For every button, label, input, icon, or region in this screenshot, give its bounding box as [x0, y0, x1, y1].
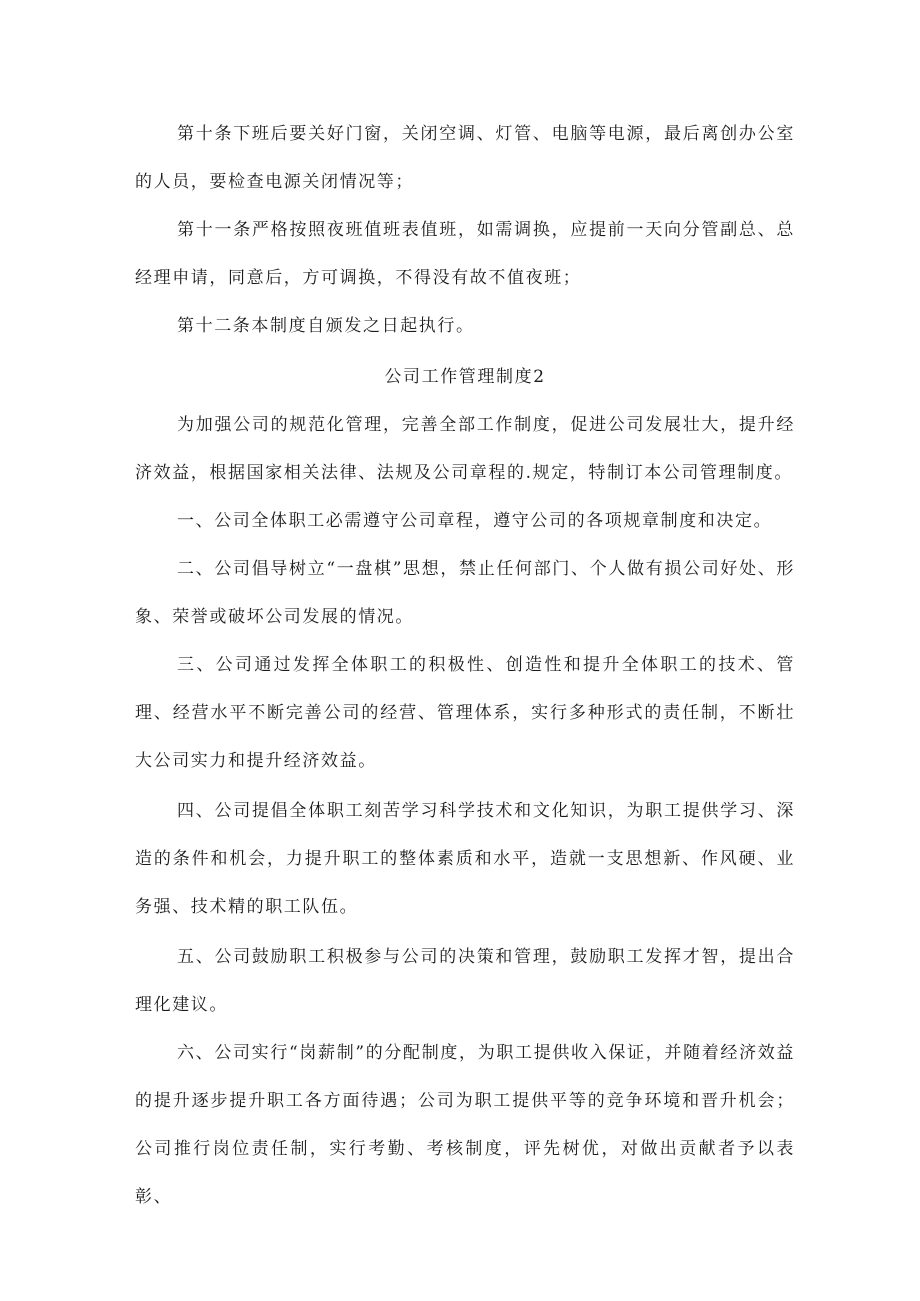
paragraph-intro: 为加强公司的规范化管理，完善全部工作制度，促进公司发展壮大，提升经济效益，根据国家相关法律、法规及公司章程的.规定，特制订本公司管理制度。 [135, 415, 795, 483]
paragraph-article-10: 第十条下班后要关好门窗，关闭空调、灯管、电脑等电源，最后离创办公室的人员，要检查电源关闭情况等； [135, 124, 795, 192]
section-title: 公司工作管理制度2 [384, 367, 546, 387]
paragraph-item-3: 三、公司通过发挥全体职工的积极性、创造性和提升全体职工的技术、管理、经营水平不断完善公司的经营、管理体系，实行多种形式的责任制，不断壮大公司实力和提升经济效益。 [135, 655, 795, 771]
paragraph-article-11: 第十一条严格按照夜班值班表值班，如需调换，应提前一天向分管副总、总经理申请，同意后，方可调换，不得没有故不值夜班； [135, 220, 795, 288]
paragraph-item-1: 一、公司全体职工必需遵守公司章程，遵守公司的各项规章制度和决定。 [177, 511, 773, 531]
paragraph-item-4: 四、公司提倡全体职工刻苦学习科学技术和文化知识，为职工提供学习、深造的条件和机会，力提升职工的整体素质和水平，造就一支思想新、作风硬、业务强、技术精的职工队伍。 [135, 801, 795, 917]
paragraph-item-6: 六、公司实行“岗薪制”的分配制度，为职工提供收入保证，并随着经济效益的提升逐步提升职工各方面待遇；公司为职工提供平等的竞争环境和晋升机会；公司推行岗位责任制，实行考勤、考核制度，评先树优，对做出贡献者予以表彰、 [135, 1043, 795, 1207]
paragraph-article-12: 第十二条本制度自颁发之日起执行。 [177, 316, 475, 336]
paragraph-item-2: 二、公司倡导树立“一盘棋”思想，禁止任何部门、个人做有损公司好处、形象、荣誉或破坏公司发展的情况。 [135, 559, 795, 627]
paragraph-item-5: 五、公司鼓励职工积极参与公司的决策和管理，鼓励职工发挥才智，提出合理化建议。 [135, 947, 795, 1015]
